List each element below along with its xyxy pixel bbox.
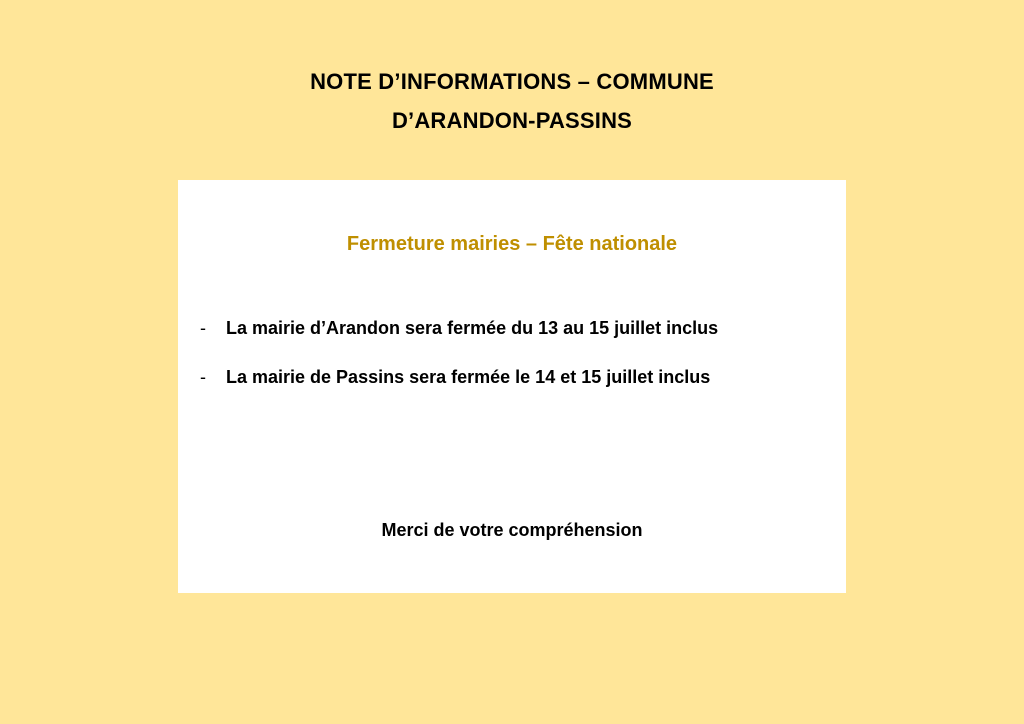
bullet-dash: - bbox=[200, 318, 206, 338]
page-title-line-2: D’ARANDON-PASSINS bbox=[391, 108, 633, 133]
notice-panel bbox=[178, 180, 846, 593]
notice-heading: Fermeture mairies – Fête nationale bbox=[346, 233, 678, 255]
page-title bbox=[0, 62, 1024, 140]
closure-list bbox=[200, 315, 718, 413]
page-title-line-1: NOTE D’INFORMATIONS – COMMUNE bbox=[310, 69, 714, 94]
list-item bbox=[200, 315, 718, 341]
closing-message: Merci de votre compréhension bbox=[381, 520, 643, 540]
list-item bbox=[200, 364, 718, 390]
list-item-text: La mairie de Passins sera fermée le 14 et 15 juillet inclus bbox=[226, 367, 711, 387]
list-item-text: La mairie d’Arandon sera fermée du 13 au 15 juillet inclus bbox=[226, 318, 719, 338]
bullet-dash: - bbox=[200, 367, 206, 387]
